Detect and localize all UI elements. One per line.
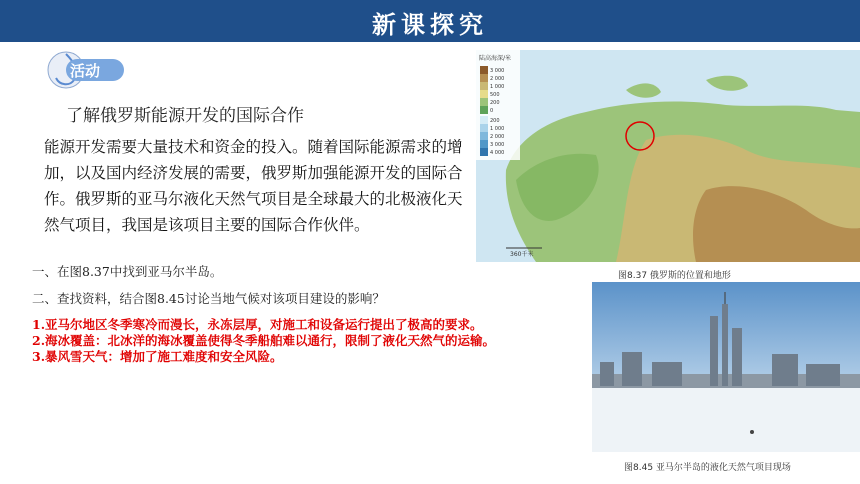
- activity-badge-label: 活动: [70, 62, 101, 80]
- activity-heading: 了解俄罗斯能源开发的国际合作: [66, 106, 304, 126]
- legend-level: 1 000: [490, 84, 505, 90]
- answer-1: 1.亚马尔地区冬季寒冷而漫长，永冻层厚，对施工和设备运行提出了极高的要求。: [32, 317, 483, 332]
- legend-level: 4 000: [490, 150, 505, 156]
- legend-level: 500: [490, 92, 500, 98]
- header-bar: [0, 0, 860, 42]
- question-2: 二、查找资料，结合图8.45讨论当地气候对该项目建设的影响？: [32, 291, 385, 306]
- legend-level: 1 000: [490, 126, 505, 132]
- map-scale: 360千米: [510, 251, 534, 258]
- legend-level: 3 000: [490, 142, 505, 148]
- map-caption: 图8.37 俄罗斯的位置和地形: [618, 271, 731, 281]
- map-legend-title: 陆高海深/米: [479, 55, 512, 62]
- answer-3: 3.暴风雪天气：增加了施工难度和安全风险。: [32, 349, 283, 364]
- legend-level: 3 000: [490, 68, 505, 74]
- legend-level: 2 000: [490, 134, 505, 140]
- legend-level: 200: [490, 100, 500, 106]
- question-1: 一、在图8.37中找到亚马尔半岛。: [32, 264, 223, 279]
- russia-topographic-map: [476, 50, 860, 262]
- photo-caption: 图8.45 亚马尔半岛的液化天然气项目现场: [624, 463, 791, 473]
- header-title: 新课探究: [372, 11, 488, 39]
- legend-level: 0: [490, 108, 494, 114]
- legend-level: 2 000: [490, 76, 505, 82]
- answer-list: [32, 317, 495, 365]
- legend-level: 200: [490, 118, 500, 124]
- yamal-lng-photo: [592, 282, 860, 452]
- intro-paragraph: 能源开发需要大量技术和资金的投入。随着国际能源需求的增加，以及国内经济发展的需要，俄罗斯加强能源开发的国际合作。俄罗斯的亚马尔液化天然气项目是全球最大的北极液化天然气项目，我国是该项目主要的国际合作伙伴。: [44, 138, 463, 234]
- answer-2: 2.海冰覆盖：北冰洋的海冰覆盖使得冬季船舶难以通行，限制了液化天然气的运输。: [32, 333, 496, 348]
